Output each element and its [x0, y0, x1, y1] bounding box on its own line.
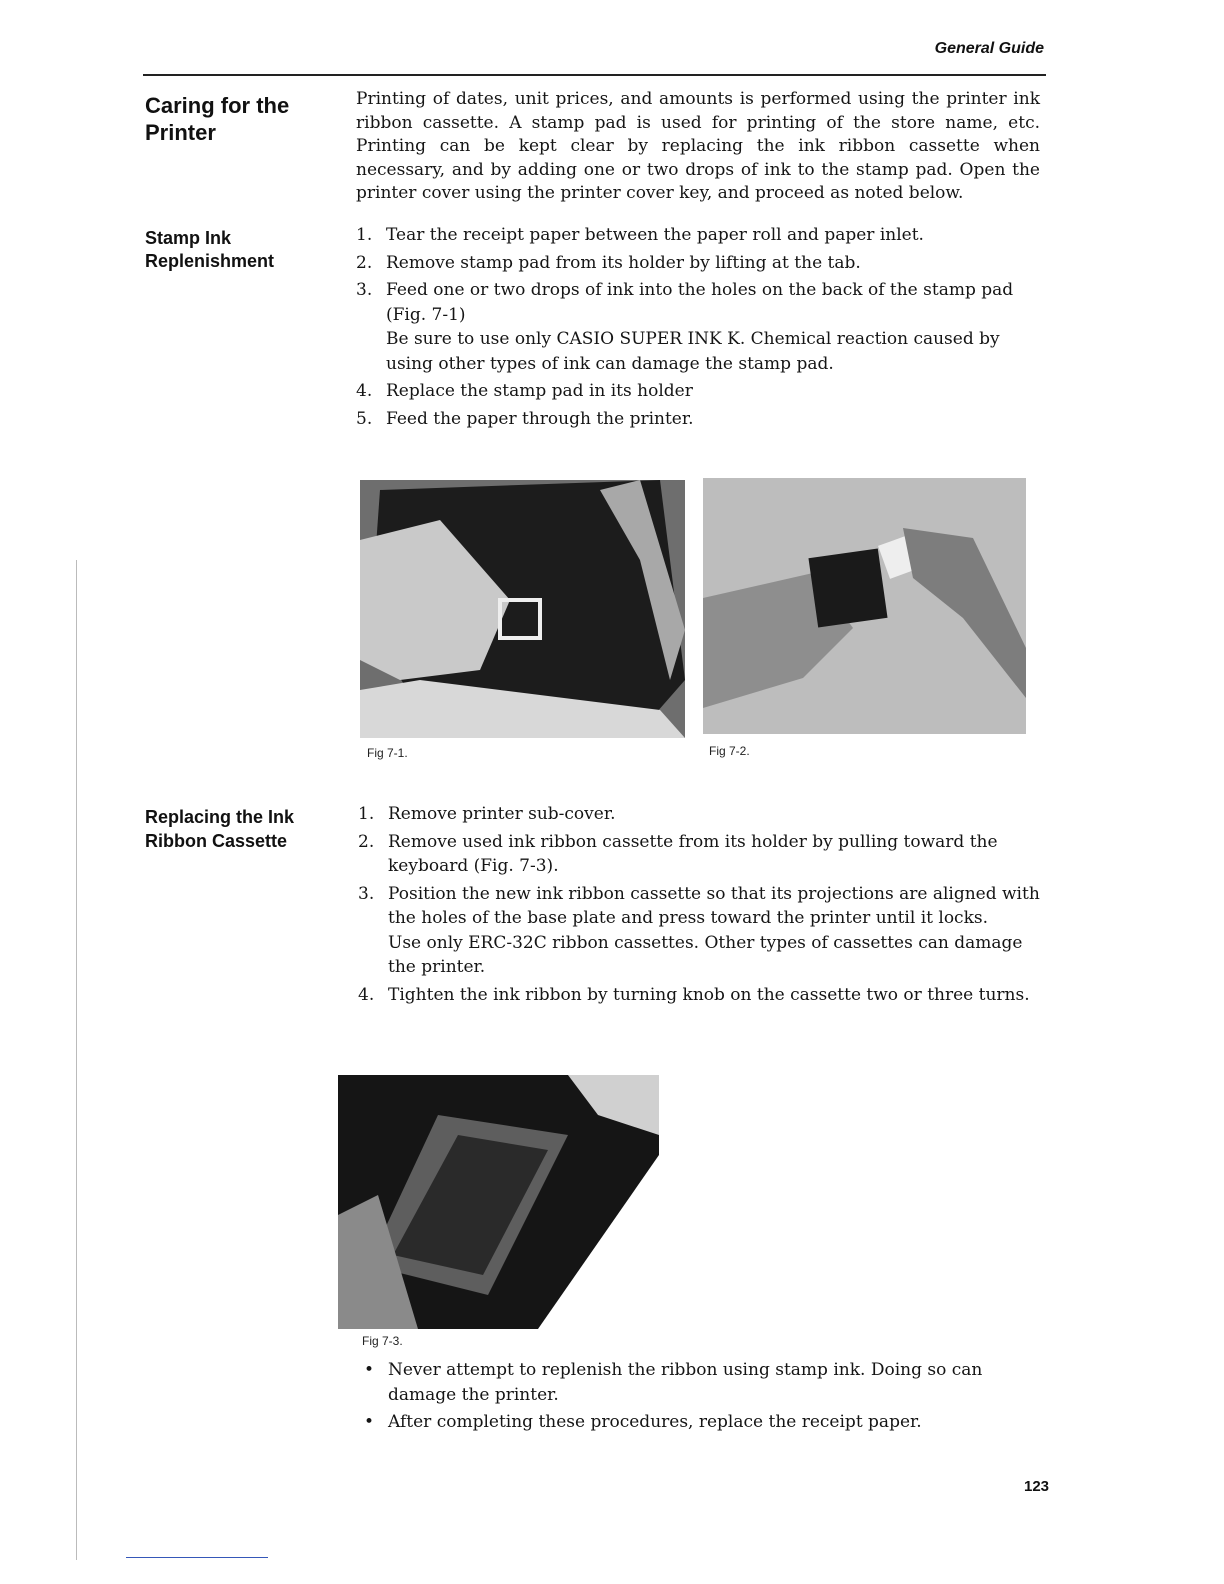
caring-intro-paragraph: Printing of dates, unit prices, and amounts is performed using the printer ink ribbon cassette. A stamp pad is used for printing of the store name, etc. Printing can be kept clear by replacing the ink ribbon cassette when necessary, and by adding one or two drops of ink to the stamp pad. Open the printer cover using the printer cover key, and proceed as noted below.: [356, 89, 1040, 204]
stamp-step: [356, 407, 1040, 432]
running-header: General Guide: [934, 40, 1044, 57]
caption-fig-7-1: Fig 7-1.: [367, 746, 408, 760]
step-number: 3.: [358, 883, 375, 904]
ribbon-step: [358, 882, 1040, 980]
page-number: 123: [1024, 1478, 1050, 1495]
caption-fig-7-2: Fig 7-2.: [709, 744, 750, 758]
stamp-pad-illustration: [360, 480, 685, 738]
step-number: 3.: [356, 280, 373, 300]
step-note: Use only ERC-32C ribbon cassettes. Other types of cassettes can damage the printer.: [388, 932, 1023, 977]
notes-container: [358, 1358, 1018, 1438]
ink-bottle-illustration: [703, 478, 1026, 734]
bullet-icon: •: [364, 1360, 375, 1380]
caption-fig-7-3: Fig 7-3.: [362, 1334, 403, 1348]
step-text: Position the new ink ribbon cassette so that its projections are aligned with the holes of the base plate and press toward the printer until it locks.: [388, 883, 1040, 928]
stamp-steps-container: [356, 223, 1040, 434]
ribbon-steps-container: [358, 802, 1040, 1010]
note-text: After completing these procedures, replace the receipt paper.: [388, 1412, 922, 1432]
step-text: Replace the stamp pad in its holder: [386, 381, 693, 401]
stamp-step: [356, 278, 1040, 376]
ribbon-step: [358, 802, 1040, 827]
step-text: Tighten the ink ribbon by turning knob on the cassette two or three turns.: [388, 984, 1030, 1005]
footer-underline: [126, 1557, 268, 1558]
ribbon-cassette-illustration: [338, 1075, 659, 1329]
step-number: 2.: [358, 831, 375, 852]
ribbon-step: [358, 983, 1040, 1008]
figure-stamp-pad-photo: [360, 480, 685, 738]
step-text: Remove printer sub-cover.: [388, 804, 616, 824]
section-heading-ribbon: Replacing the Ink Ribbon Cassette: [145, 807, 295, 851]
step-number: 1.: [358, 804, 375, 824]
step-number: 2.: [356, 252, 373, 273]
step-text: Remove used ink ribbon cassette from its holder by pulling toward the keyboard (Fig. 7-3).: [388, 831, 998, 876]
header-rule: [143, 74, 1046, 76]
figure-ink-bottle-photo: [703, 478, 1026, 734]
bullet-icon: •: [364, 1412, 375, 1432]
note-item: [358, 1410, 1018, 1435]
notes-list: [358, 1358, 1018, 1435]
step-number: 5.: [356, 408, 373, 429]
stamp-step: [356, 379, 1040, 404]
step-number: 1.: [356, 225, 373, 245]
ribbon-step: [358, 830, 1040, 879]
note-item: [358, 1358, 1018, 1407]
stamp-step: [356, 223, 1040, 248]
ribbon-steps-list: [358, 802, 1040, 1007]
step-number: 4.: [358, 984, 375, 1005]
stamp-steps-list: [356, 223, 1040, 431]
stamp-step: [356, 251, 1040, 276]
step-text: Feed one or two drops of ink into the holes on the back of the stamp pad (Fig. 7-1): [386, 280, 1014, 325]
step-text: Feed the paper through the printer.: [386, 408, 694, 429]
step-text: Remove stamp pad from its holder by lifting at the tab.: [386, 252, 861, 273]
step-text: Tear the receipt paper between the paper roll and paper inlet.: [386, 225, 924, 245]
step-note: Be sure to use only CASIO SUPER INK K. Chemical reaction caused by using other types of ink can damage the stamp pad.: [386, 329, 1000, 374]
section-heading-caring: Caring for the Printer: [145, 93, 290, 145]
section-heading-stamp: Stamp Ink Replenishment: [145, 228, 275, 271]
figure-ribbon-cassette-photo: [338, 1075, 659, 1329]
step-number: 4.: [356, 381, 373, 401]
note-text: Never attempt to replenish the ribbon using stamp ink. Doing so can damage the printer.: [388, 1360, 983, 1405]
scan-margin-line: [76, 560, 77, 1560]
